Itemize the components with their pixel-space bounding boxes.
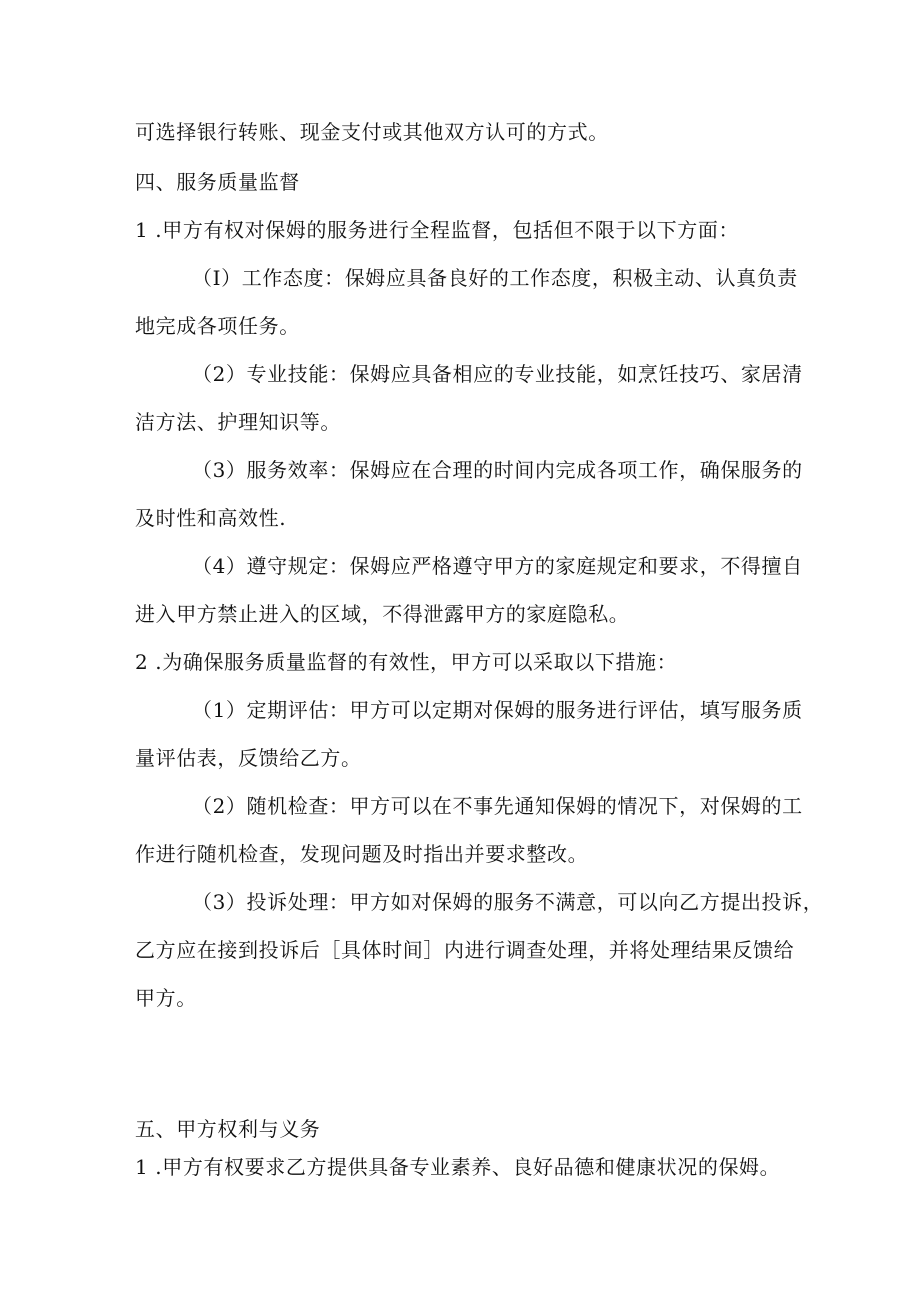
paragraph-line: 甲方。 — [135, 986, 197, 1010]
paragraph-line: 乙方应在接到投诉后［具体时间］内进行调查处理，并将处理结果反馈给 — [135, 938, 795, 962]
section-heading: 四、服务质量监督 — [135, 170, 300, 194]
paragraph-line: （2）随机检查：甲方可以在不事先通知保姆的情况下，对保姆的工 — [192, 794, 803, 818]
paragraph-line: 2 .为确保服务质量监督的有效性，甲方可以采取以下措施： — [135, 650, 678, 674]
paragraph-line: （2）专业技能：保姆应具备相应的专业技能，如烹饪技巧、家居清 — [192, 362, 803, 386]
paragraph-line: 地完成各项任务。 — [135, 314, 300, 338]
paragraph-line: 及时性和高效性. — [135, 506, 287, 530]
section-heading: 五、甲方权利与义务 — [135, 1117, 321, 1141]
paragraph-line: （I）工作态度：保姆应具备良好的工作态度，积极主动、认真负责 — [192, 266, 798, 290]
paragraph-line: （4）遵守规定：保姆应严格遵守甲方的家庭规定和要求，不得擅自 — [192, 554, 803, 578]
paragraph-line: 可选择银行转账、现金支付或其他双方认可的方式。 — [135, 120, 609, 144]
paragraph-line: 量评估表，反馈给乙方。 — [135, 746, 362, 770]
paragraph-line: 进入甲方禁止进入的区域，不得泄露甲方的家庭隐私。 — [135, 602, 630, 626]
paragraph-line: （1）定期评估：甲方可以定期对保姆的服务进行评估，填写服务质 — [192, 698, 803, 722]
paragraph-line: 1 .甲方有权要求乙方提供具备专业素养、良好品德和健康状况的保姆。 — [135, 1155, 781, 1179]
paragraph-line: 洁方法、护理知识等。 — [135, 410, 341, 434]
paragraph-line: （3）服务效率：保姆应在合理的时间内完成各项工作，确保服务的 — [192, 458, 803, 482]
paragraph-line: （3）投诉处理：甲方如对保姆的服务不满意，可以向乙方提出投诉， — [192, 890, 824, 914]
paragraph-line: 作进行随机检查，发现问题及时指出并要求整改。 — [135, 842, 589, 866]
paragraph-line: 1 .甲方有权对保姆的服务进行全程监督，包括但不限于以下方面： — [135, 218, 740, 242]
